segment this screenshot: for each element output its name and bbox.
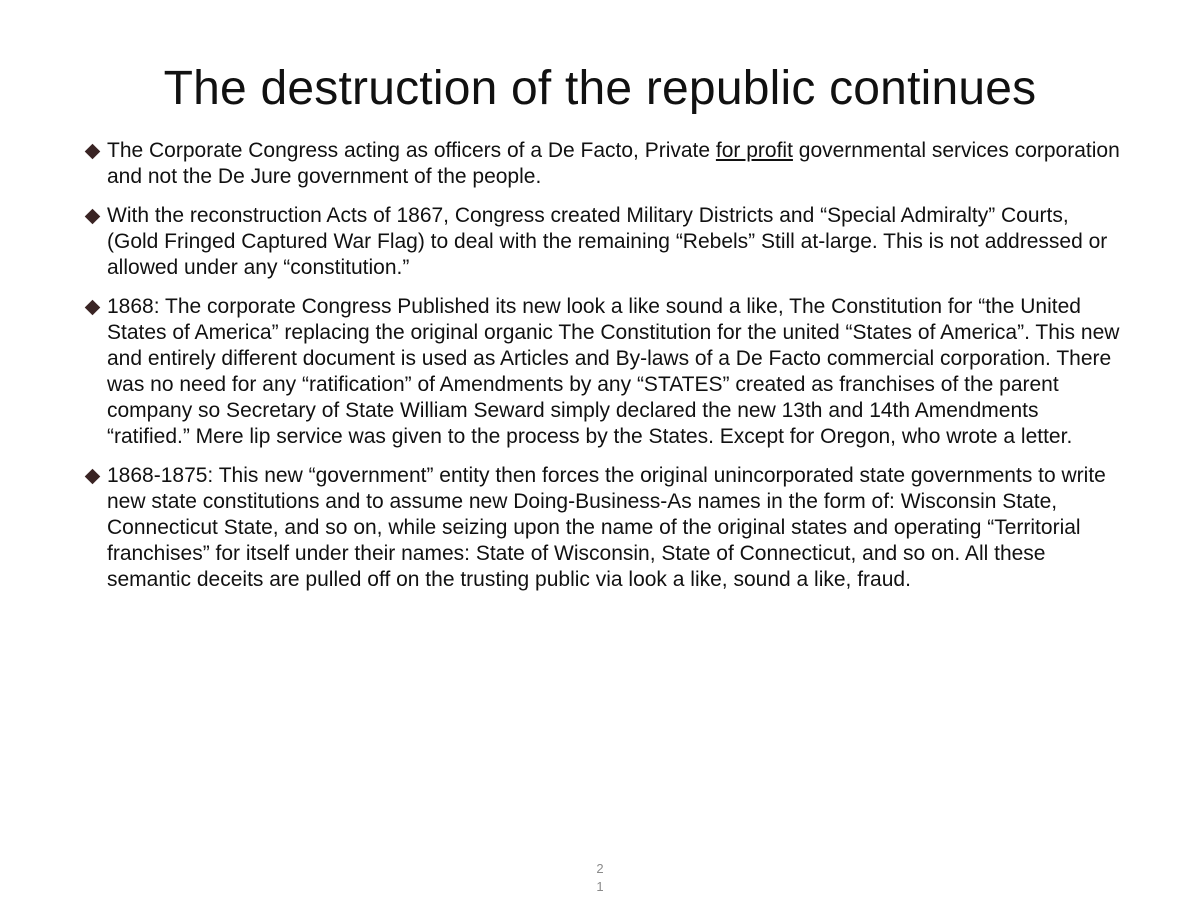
page-number-line-1: 2 xyxy=(596,861,604,876)
bullet-item-3 xyxy=(84,294,1124,450)
diamond-bullet-icon xyxy=(85,144,101,160)
page-number xyxy=(590,860,610,896)
diamond-bullet-icon xyxy=(85,209,101,225)
bullet-item-4 xyxy=(84,463,1124,593)
for-profit-underlined-text: for profit xyxy=(715,139,793,162)
page-number-line-2: 1 xyxy=(596,879,604,894)
diamond-bullet-icon xyxy=(85,300,101,316)
diamond-bullet-icon xyxy=(85,469,101,485)
bullet-text-3: 1868: The corporate Congress Published its new look a like sound a like, The Constitution for “the United States of America” replacing the original organic The Constitution for the united “States of America”. This new and entirely different document is used as Articles and By-laws of a De Facto commercial corporation. There was no need for any “ratification” of Amendments by any “STATES” created as franchises of the parent company so Secretary of State William Seward simply declared the new 13th and 14th Amendments “ratified.” Mere lip service was given to the process by the States. Except for Oregon, who wrote a letter. xyxy=(107,295,1120,448)
bullet-text-2: With the reconstruction Acts of 1867, Congress created Military Districts and “Special Admiralty” Courts, (Gold Fringed Captured War Flag) to deal with the remaining “Rebels” Still at-large. This is not addressed or allowed under any “constitution.” xyxy=(107,204,1108,279)
bullet-text-1-part-3: governmental services corporation and not the De Jure government of the people. xyxy=(107,139,1120,188)
bullet-item-2 xyxy=(84,203,1124,281)
slide-title: The destruction of the republic continues xyxy=(163,62,1037,115)
bullet-text-4: 1868-1875: This new “government” entity then forces the original unincorporated state governments to write new state constitutions and to assume new Doing-Business-As names in the form of: Wisconsin State, Connecticut State, and so on, while seizing upon the name of the original states and operating “Territorial franchises” for itself under their names: State of Wisconsin, State of Connecticut, and so on. All these semantic deceits are pulled off on the trusting public via look a like, sound a like, fraud. xyxy=(107,464,1106,591)
bullet-list xyxy=(84,138,1124,606)
bullet-item-1 xyxy=(84,138,1124,190)
bullet-text-1-part-1: The Corporate Congress acting as officers of a De Facto, Private xyxy=(107,139,716,162)
